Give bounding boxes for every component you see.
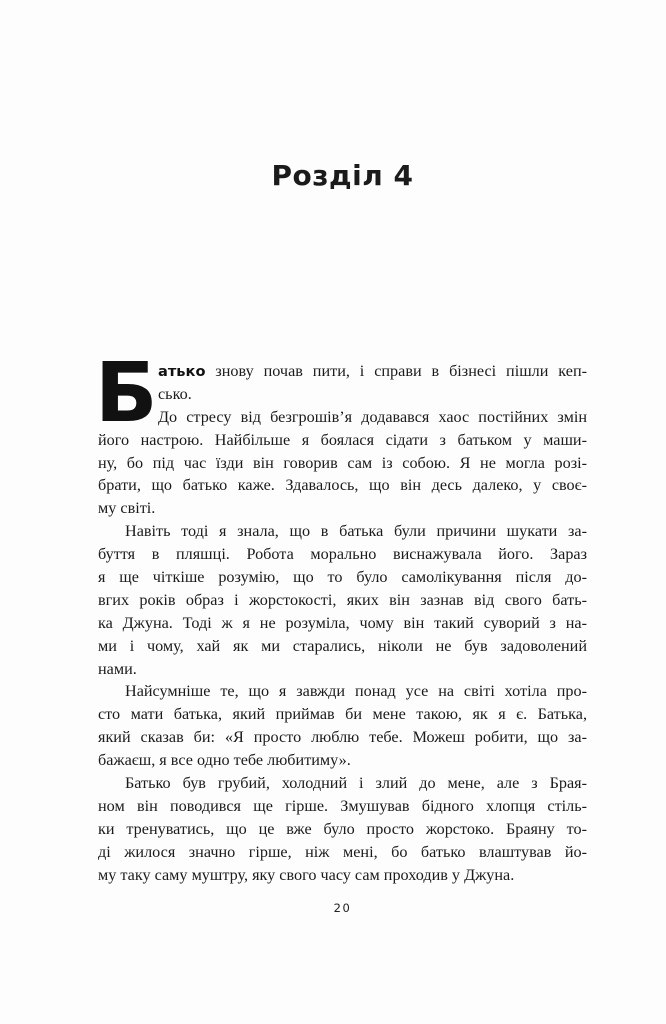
text-line: До стресу від безгрошів’я додавався хаос постійних змін — [158, 407, 587, 426]
text-line: брати, що батько каже. Здавалось, що він десь далеко, у своє- — [98, 476, 587, 495]
text-block — [95, 346, 587, 886]
text-line: ді жилося значно гірше, ніж мені, бо батько влаштував йо- — [98, 842, 587, 861]
lead-bold-word: атько — [158, 363, 206, 380]
text-line: атько знову почав пити, і справи в бізнесі пішли кеп- — [158, 362, 587, 380]
text-line: ном він поводився ще гірше. Змушував бідного хлопця стіль- — [98, 796, 587, 815]
text-line: му світі. — [98, 499, 156, 518]
text-line: Найсумніше те, що я завжди понад усе на світі хотіла про- — [125, 682, 587, 701]
text-line: сько. — [158, 384, 192, 403]
text-line: бажаєш, я все одно тебе любитиму». — [98, 751, 351, 770]
text-line: ну, бо під час їзди він говорив сам із собою. Я не могла розі- — [98, 453, 587, 472]
text-line: вгих років образ і жорстокості, яких він зазнав від свого бать- — [98, 590, 587, 609]
text-line: нами. — [98, 659, 137, 678]
drop-cap-letter: Б — [95, 346, 158, 441]
paragraphs-container — [98, 360, 587, 886]
text-line: який сказав би: «Я просто люблю тебе. Можеш робити, що за- — [98, 728, 587, 747]
text-line: Батько був грубий, холодний і злий до мене, але з Брая- — [125, 774, 587, 793]
text-line: його настрою. Найбільше я боялася сідати з батьком у маши- — [98, 430, 587, 449]
text-line: ка Джуна. Тоді ж я не розуміла, чому він такий суворий з на- — [98, 613, 587, 632]
text-line: му таку саму муштру, яку свого часу сам проходив у Джуна. — [98, 865, 515, 884]
chapter-title: Розділ 4 — [271, 159, 414, 192]
text-line: Навіть тоді я знала, що в батька були причини шукати за- — [125, 522, 587, 541]
text-line: ки тренуватись, що це вже було просто жорстоко. Браяну то- — [98, 819, 587, 838]
text-line: ми і чому, хай як ми старались, ніколи не був задоволений — [98, 636, 587, 655]
page-number: 20 — [333, 901, 352, 915]
text-line: я ще чіткіше розумію, що то було самолікування після до- — [98, 568, 587, 587]
text-line: сто мати батька, який приймав би мене такою, як я є. Батька, — [98, 705, 587, 724]
text-line: буття в пляшці. Робота морально виснажувала його. Зараз — [98, 545, 587, 564]
